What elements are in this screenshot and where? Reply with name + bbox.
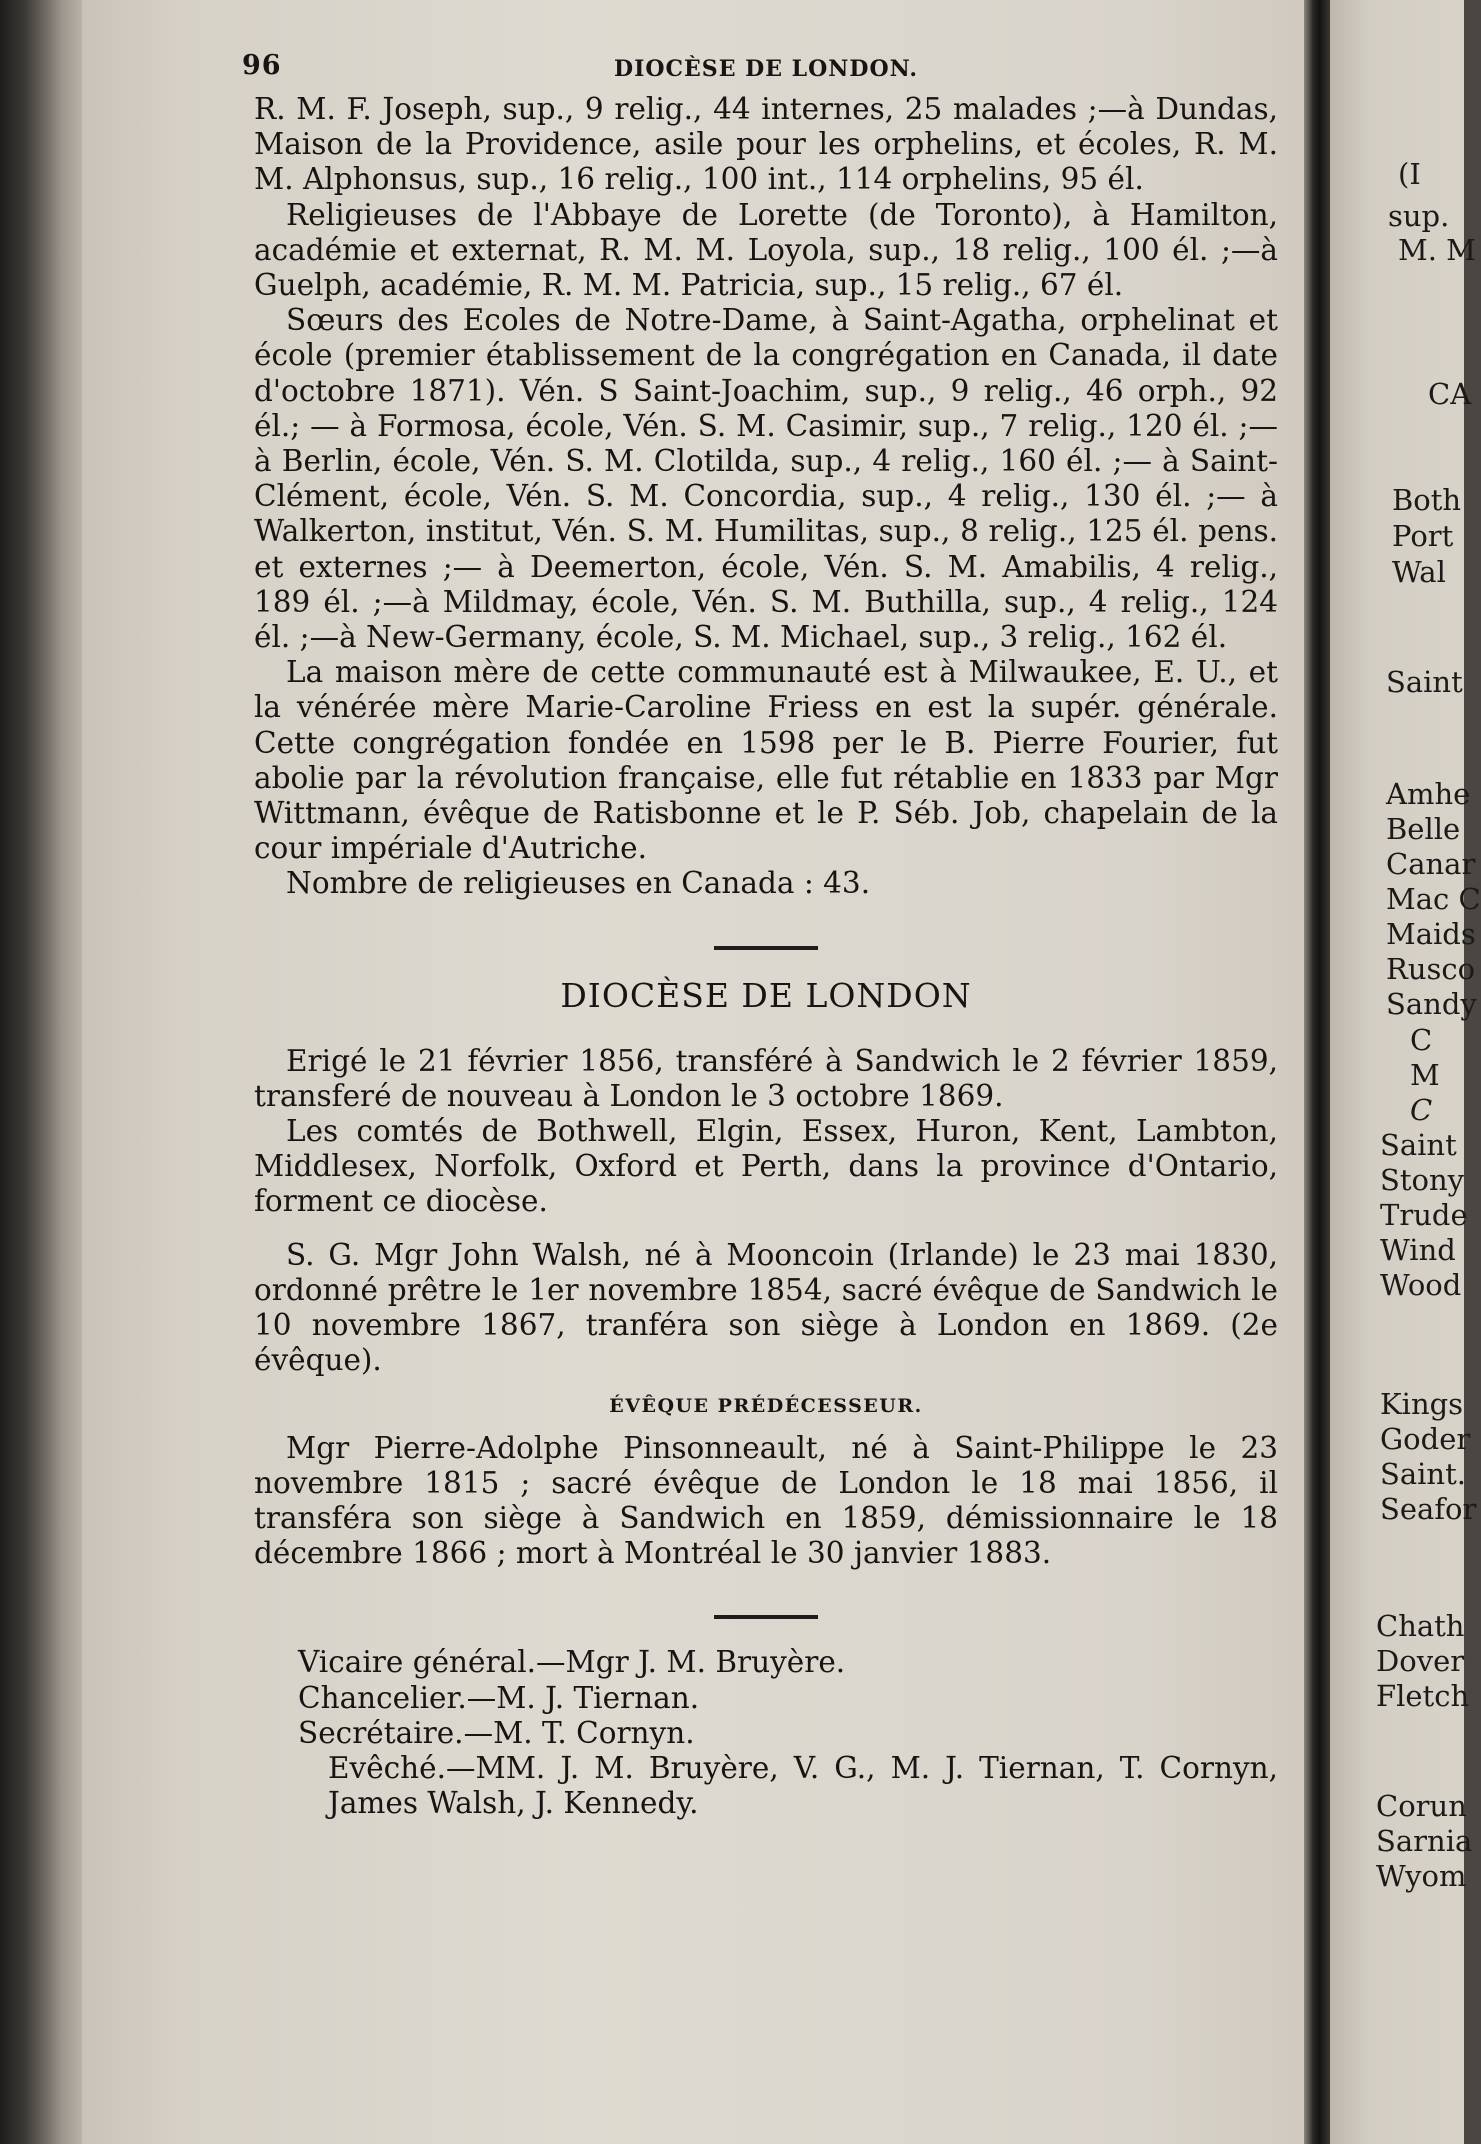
right-fragment: Fletch [1376,1679,1470,1713]
right-fragment: (I [1398,157,1421,191]
right-fragment: C [1410,1023,1433,1057]
paragraph-notre-dame-sisters: Sœurs des Ecoles de Notre-Dame, à Saint-Agatha, orphelinat et école (premier établissement de la congrégation en Canada, il date d'octobre 1871). Vén. S Saint-Joachim, sup., 9 relig., 46 orph., 92 él.; — à Formosa, école, Vén. S. M. Casimir, sup., 7 relig., 120 él. ;— à Berlin, école, Vén. S. M. Clotilda, sup., 4 relig., 160 él. ;— à Saint-Clément, école, Vén. S. M. Concordia, sup., 4 relig., 130 él. ;— à Walkerton, institut, Vén. S. M. Humilitas, sup., 8 relig., 125 él. pens. et externes ;— à Deemerton, école, Vén. S. M. Amabilis, 4 relig., 189 él. ;—à Mildmay, école, Vén. S. M. Buthilla, sup., 4 relig., 124 él. ;—à New-Germany, école, S. M. Michael, sup., 3 relig., 162 él. [254,303,1278,655]
diocese-officers-list [254,1645,1278,1821]
list-item: Chancelier.—M. J. Tiernan. [298,1680,700,1715]
right-fragment: Sarnia [1376,1824,1473,1858]
right-fragment: Belle [1386,812,1461,846]
page-fold [1304,0,1330,2144]
right-fragment: Stony [1380,1163,1465,1197]
running-title: DIOCÈSE DE LONDON. [614,56,918,82]
paragraph-predecessor: Mgr Pierre-Adolphe Pinsonneault, né à Saint-Philippe le 23 novembre 1815 ; sacré évêque de London le 18 mai 1856, il transféra son siège à Sandwich en 1859, démissionnaire le 18 décembre 1866 ; mort à Montréal le 30 janvier 1883. [254,1430,1278,1571]
page-number: 96 [242,50,282,81]
right-fragment: Dover [1376,1644,1465,1678]
list-item: Secrétaire.—M. T. Cornyn. [298,1715,695,1750]
right-fragment: Chath [1376,1609,1465,1643]
right-fragment: Rusco [1386,952,1476,986]
paragraph-bishop-walsh: S. G. Mgr John Walsh, né à Mooncoin (Irlande) le 23 mai 1830, ordonné prêtre le 1er novembre 1854, sacré évêque de Sandwich le 10 novembre 1867, tranféra son siège à London en 1869. (2e évêque). [254,1237,1278,1378]
predecessor-heading: ÉVÊQUE PRÉDÉCESSEUR. [609,1394,923,1417]
paragraph-mother-house: La maison mère de cette communauté est à Milwaukee, E. U., et la vénérée mère Marie-Caroline Friess en est la supér. générale. Cette congrégation fondée en 1598 per le B. Pierre Fourier, fut abolie par la révolution française, elle fut rétablie en 1833 par Mgr Wittmann, évêque de Ratisbonne et le P. Séb. Job, chapelain de la cour impériale d'Autriche. [254,655,1278,866]
list-item: Evêché.—MM. J. M. Bruyère, V. G., M. J. Tiernan, T. Cornyn, James Walsh, J. Kennedy. [328,1750,1278,1821]
right-fragment: Maids [1386,917,1476,951]
page-text-column [242,48,1278,1821]
right-fragment: Mac C [1386,882,1481,916]
right-fragment: Goder [1380,1422,1471,1456]
right-fragment: Amhe [1386,777,1471,811]
right-fragment: Wal [1392,555,1446,589]
right-fragment: Trude [1380,1198,1468,1232]
right-fragment: Both [1392,483,1462,517]
right-fragment: Canar [1386,847,1476,881]
list-item: Vicaire général.—Mgr J. M. Bruyère. [298,1645,846,1680]
right-fragment: Wyom [1376,1859,1467,1893]
right-fragment: Saint [1386,665,1463,699]
paragraph-sisters-count: Nombre de religieuses en Canada : 43. [286,866,871,901]
right-fragment: Sandy [1386,987,1477,1021]
right-fragment: Saint. [1380,1457,1466,1491]
right-fragment: CA [1428,377,1472,411]
right-fragment: Corun [1376,1789,1467,1823]
right-fragment: Saint [1380,1128,1457,1162]
right-fragment: Seafor [1380,1492,1477,1526]
right-fragment: sup. [1388,199,1450,233]
paragraph-counties: Les comtés de Bothwell, Elgin, Essex, Huron, Kent, Lambton, Middlesex, Norfolk, Oxford et Perth, dans la province d'Ontario, forment ce diocèse. [254,1114,1278,1219]
right-fragment: Wood [1380,1268,1462,1302]
page-header [242,48,1278,92]
right-fragment: M. M [1398,233,1476,267]
paragraph-loretto-sisters: Religieuses de l'Abbaye de Lorette (de Toronto), à Hamilton, académie et externat, R. M. M. Loyola, sup., 18 relig., 100 él. ;—à Guelph, académie, R. M. M. Patricia, sup., 15 relig., 67 él. [254,197,1278,303]
book-binding-gutter [0,0,82,2144]
right-fragment: Port [1392,519,1454,553]
right-fragment: M [1410,1058,1440,1092]
right-fragment: Kings [1380,1387,1464,1421]
paragraph-erection: Erigé le 21 février 1856, transféré à Sandwich le 2 février 1859, transferé de nouveau à London le 3 octobre 1869. [254,1043,1278,1113]
right-fragment: Wind [1380,1233,1456,1267]
section-title: DIOCÈSE DE LONDON [560,975,972,1015]
right-fragment: C [1410,1093,1433,1127]
paragraph-hospice-continued: R. M. F. Joseph, sup., 9 relig., 44 internes, 25 malades ;—à Dundas, Maison de la Providence, asile pour les orphelins, et écoles, R. M. M. Alphonsus, sup., 16 relig., 100 int., 114 orphelins, 95 él. [254,92,1278,197]
